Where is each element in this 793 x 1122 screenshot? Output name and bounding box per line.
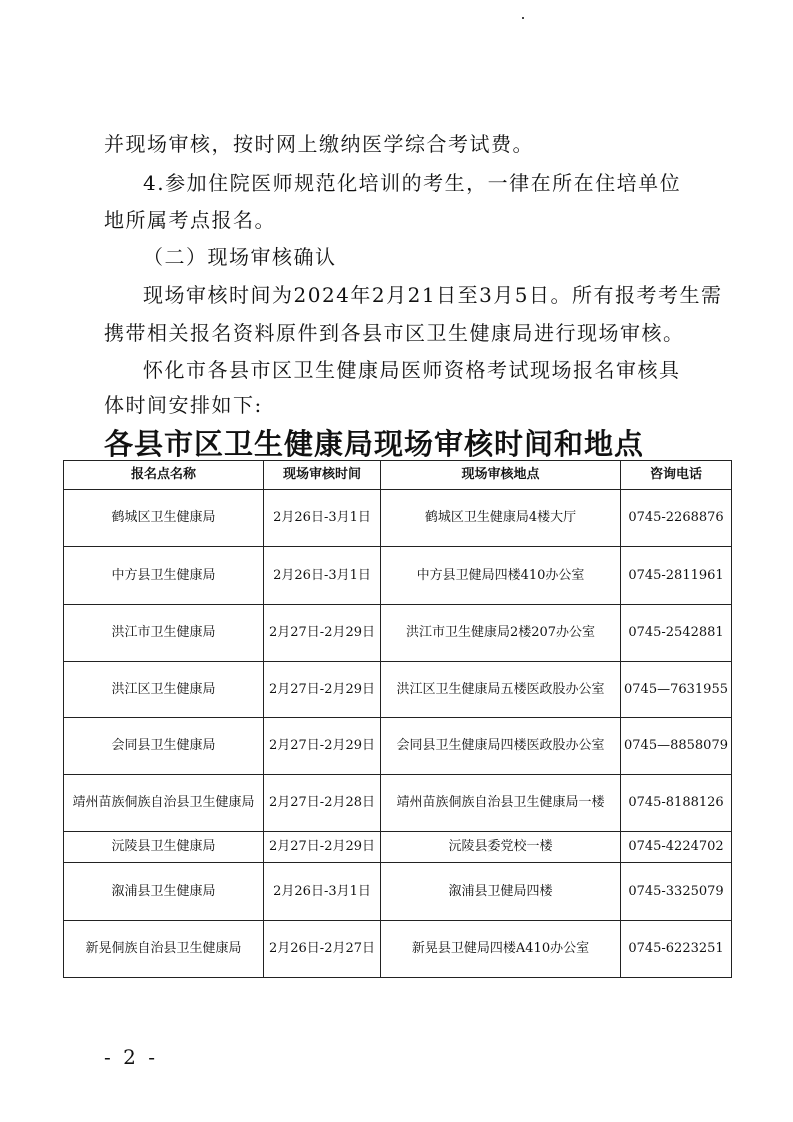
table-cell: 2月26日-3月1日 bbox=[264, 490, 381, 547]
table-cell: 洪江区卫生健康局 bbox=[64, 662, 264, 718]
paragraph-line: 并现场审核，按时网上缴纳医学综合考试费。 bbox=[104, 132, 534, 156]
table-cell: 0745-3325079 bbox=[621, 863, 732, 921]
table-cell: 2月27日-2月29日 bbox=[264, 662, 381, 718]
table-title: 各县市区卫生健康局现场审核时间和地点 bbox=[104, 427, 645, 461]
page-number: - 2 - bbox=[104, 1045, 158, 1069]
header-cell: 咨询电话 bbox=[621, 461, 732, 490]
table-cell: 0745-6223251 bbox=[621, 921, 732, 978]
table-cell: 溆浦县卫生健康局 bbox=[64, 863, 264, 921]
table-cell: 鹤城区卫生健康局 bbox=[64, 490, 264, 547]
table-row bbox=[64, 718, 732, 775]
table-row bbox=[64, 547, 732, 605]
table-cell: 中方县卫生健康局 bbox=[64, 547, 264, 605]
table-cell: 洪江市卫生健康局 bbox=[64, 605, 264, 662]
section-heading: （二）现场审核确认 bbox=[143, 245, 337, 269]
table-header-row bbox=[64, 461, 732, 490]
table-cell: 0745-4224702 bbox=[621, 832, 732, 863]
table-cell: 2月27日-2月29日 bbox=[264, 605, 381, 662]
table-cell: 2月26日-2月27日 bbox=[264, 921, 381, 978]
table-cell: 2月27日-2月29日 bbox=[264, 718, 381, 775]
table-row bbox=[64, 605, 732, 662]
table-row bbox=[64, 832, 732, 863]
table-cell: 新晃县卫健局四楼A410办公室 bbox=[381, 921, 621, 978]
table-cell: 沅陵县委党校一楼 bbox=[381, 832, 621, 863]
table-cell: 洪江市卫生健康局2楼207办公室 bbox=[381, 605, 621, 662]
table-row bbox=[64, 662, 732, 718]
paragraph-line: 怀化市各县市区卫生健康局医师资格考试现场报名审核具 bbox=[143, 358, 681, 382]
table-cell: 新晃侗族自治县卫生健康局 bbox=[64, 921, 264, 978]
table-cell: 沅陵县卫生健康局 bbox=[64, 832, 264, 863]
table-cell: 0745-2542881 bbox=[621, 605, 732, 662]
table-cell: 会同县卫生健康局 bbox=[64, 718, 264, 775]
table-row bbox=[64, 921, 732, 978]
table-row bbox=[64, 490, 732, 547]
table-cell: 0745-8188126 bbox=[621, 775, 732, 832]
table-cell: 2月26日-3月1日 bbox=[264, 547, 381, 605]
header-cell: 报名点名称 bbox=[64, 461, 264, 490]
scan-dot bbox=[522, 17, 524, 19]
paragraph-line: 现场审核时间为2024年2月21日至3月5日。所有报考考生需 bbox=[143, 283, 723, 307]
table-cell: 靖州苗族侗族自治县卫生健康局 bbox=[64, 775, 264, 832]
table-cell: 靖州苗族侗族自治县卫生健康局一楼 bbox=[381, 775, 621, 832]
table-cell: 0745-2811961 bbox=[621, 547, 732, 605]
table-cell: 2月27日-2月29日 bbox=[264, 832, 381, 863]
header-cell: 现场审核时间 bbox=[264, 461, 381, 490]
paragraph-line: 4.参加住院医师规范化培训的考生，一律在所在住培单位 bbox=[143, 171, 682, 195]
paragraph-line: 地所属考点报名。 bbox=[104, 208, 276, 232]
table-cell: 2月26日-3月1日 bbox=[264, 863, 381, 921]
table-cell: 0745-2268876 bbox=[621, 490, 732, 547]
schedule-table bbox=[63, 460, 732, 978]
table-cell: 中方县卫健局四楼410办公室 bbox=[381, 547, 621, 605]
table-row bbox=[64, 775, 732, 832]
table-cell: 0745—8858079 bbox=[621, 718, 732, 775]
table-cell: 0745—7631955 bbox=[621, 662, 732, 718]
paragraph-line: 携带相关报名资料原件到各县市区卫生健康局进行现场审核。 bbox=[104, 321, 685, 345]
table-cell: 溆浦县卫健局四楼 bbox=[381, 863, 621, 921]
table-cell: 会同县卫生健康局四楼医政股办公室 bbox=[381, 718, 621, 775]
table-cell: 鹤城区卫生健康局4楼大厅 bbox=[381, 490, 621, 547]
paragraph-line: 体时间安排如下: bbox=[104, 393, 263, 417]
table-row bbox=[64, 863, 732, 921]
header-cell: 现场审核地点 bbox=[381, 461, 621, 490]
table-cell: 洪江区卫生健康局五楼医政股办公室 bbox=[381, 662, 621, 718]
table-cell: 2月27日-2月28日 bbox=[264, 775, 381, 832]
